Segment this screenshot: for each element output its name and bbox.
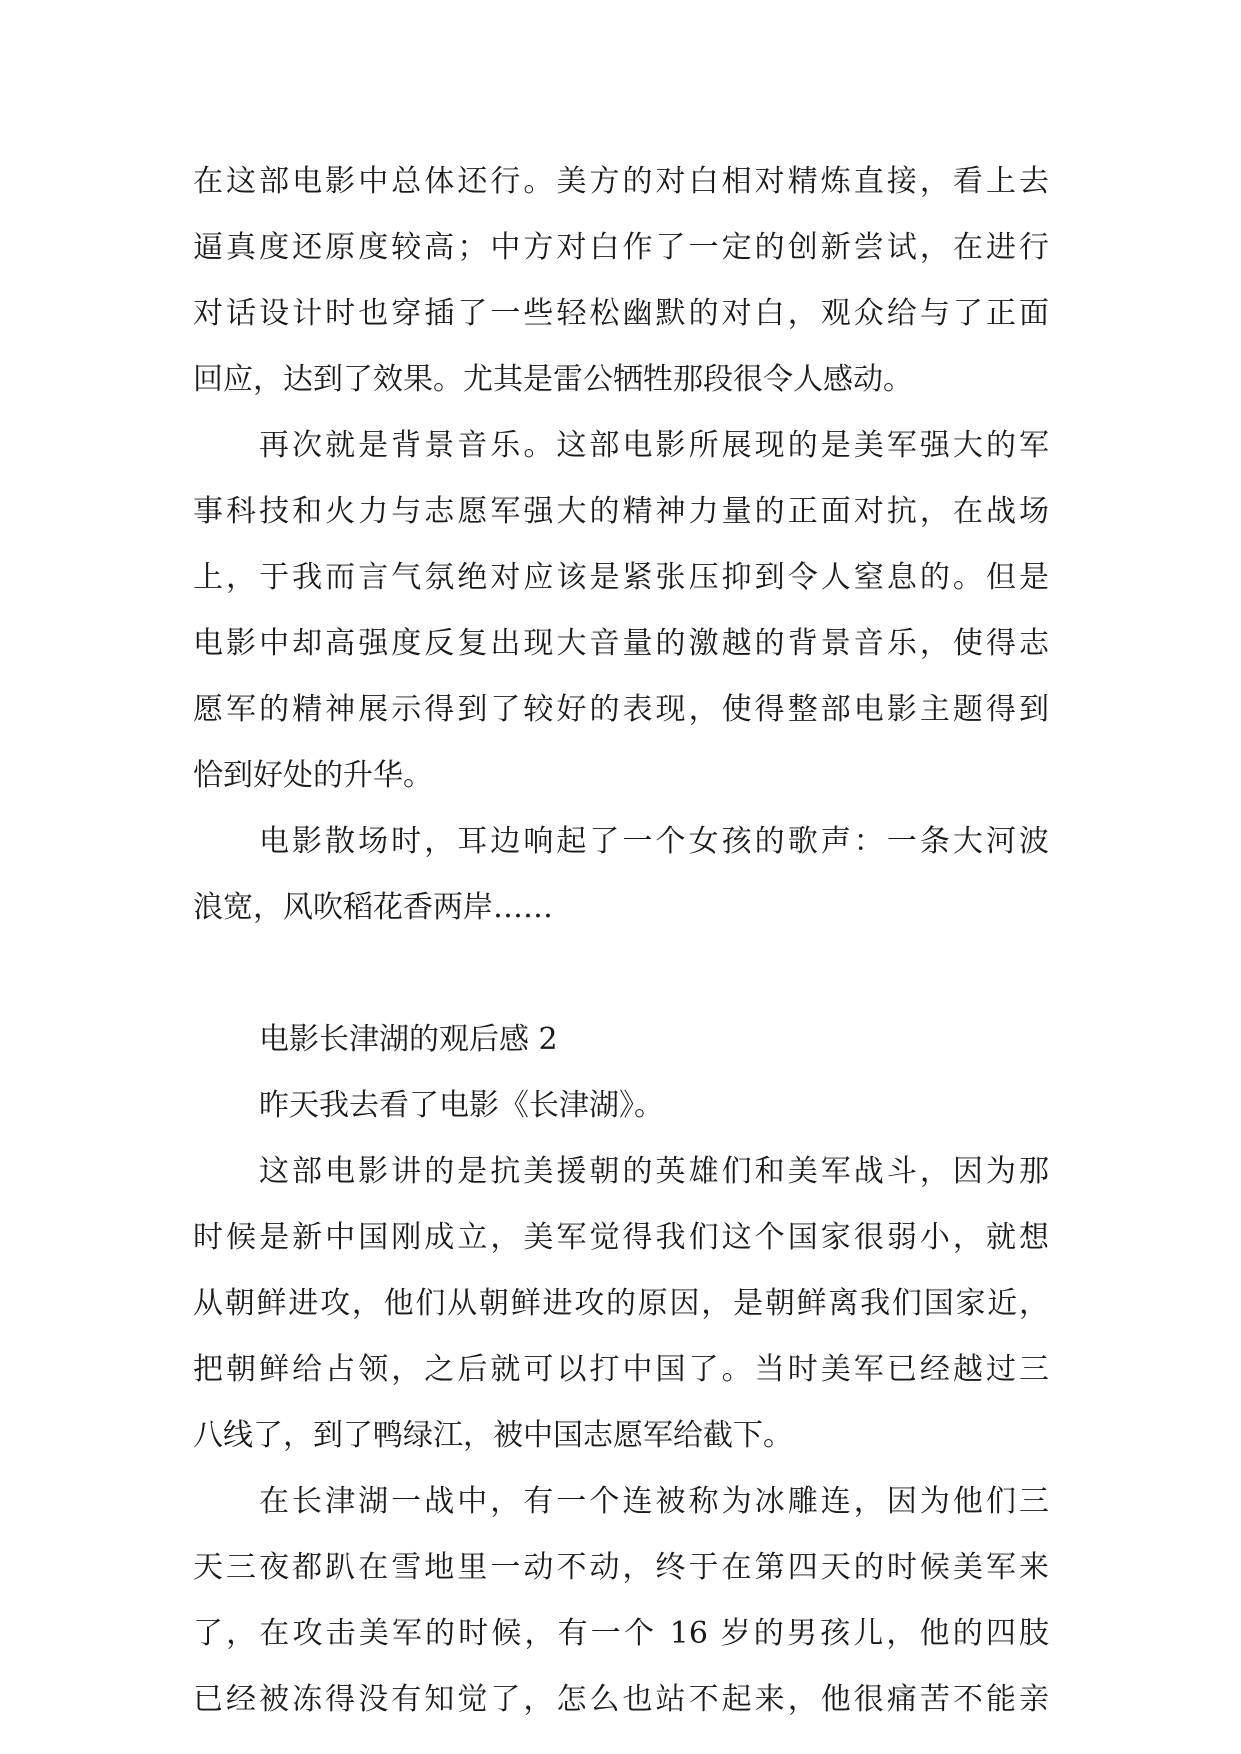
paragraph-line: 电影中却高强度反复出现大音量的激越的背景音乐，使得志 <box>193 626 1049 661</box>
paragraph-line: 再次就是背景音乐。这部电影所展现的是美军强大的军 <box>259 428 1049 463</box>
paragraph-line: 上，于我而言气氛绝对应该是紧张压抑到令人窒息的。但是 <box>193 560 1049 595</box>
paragraph-line: 回应，达到了效果。尤其是雷公牺牲那段很令人感动。 <box>193 362 913 397</box>
paragraph-line: 恰到好处的升华。 <box>193 758 433 793</box>
paragraph-line: 事科技和火力与志愿军强大的精神力量的正面对抗，在战场 <box>193 494 1049 529</box>
paragraph-line: 这部电影讲的是抗美援朝的英雄们和美军战斗，因为那 <box>259 1154 1049 1189</box>
paragraph-line: 对话设计时也穿插了一些轻松幽默的对白，观众给与了正面 <box>193 296 1049 331</box>
paragraph-line: 浪宽，风吹稻花香两岸…… <box>193 890 553 925</box>
paragraph-line: 了，在攻击美军的时候，有一个 16 岁的男孩儿，他的四肢 <box>193 1616 1049 1651</box>
paragraph-line: 把朝鲜给占领，之后就可以打中国了。当时美军已经越过三 <box>193 1352 1049 1387</box>
paragraph-line: 在这部电影中总体还行。美方的对白相对精炼直接，看上去 <box>193 164 1049 199</box>
section-title: 电影长津湖的观后感 2 <box>259 1022 558 1057</box>
paragraph-line: 时候是新中国刚成立，美军觉得我们这个国家很弱小，就想 <box>193 1220 1049 1255</box>
paragraph-line: 天三夜都趴在雪地里一动不动，终于在第四天的时候美军来 <box>193 1550 1049 1585</box>
paragraph-line: 已经被冻得没有知觉了，怎么也站不起来，他很痛苦不能亲 <box>193 1682 1049 1717</box>
paragraph-line: 八线了，到了鸭绿江，被中国志愿军给截下。 <box>193 1418 793 1453</box>
paragraph-line: 昨天我去看了电影《长津湖》。 <box>259 1088 664 1123</box>
paragraph-line: 在长津湖一战中，有一个连被称为冰雕连，因为他们三 <box>259 1484 1049 1519</box>
paragraph-line: 逼真度还原度较高；中方对白作了一定的创新尝试，在进行 <box>193 230 1049 265</box>
paragraph-line: 愿军的精神展示得到了较好的表现，使得整部电影主题得到 <box>193 692 1049 727</box>
paragraph-line: 电影散场时，耳边响起了一个女孩的歌声：一条大河波 <box>259 824 1049 859</box>
paragraph-line: 从朝鲜进攻，他们从朝鲜进攻的原因，是朝鲜离我们国家近， <box>193 1286 1049 1321</box>
